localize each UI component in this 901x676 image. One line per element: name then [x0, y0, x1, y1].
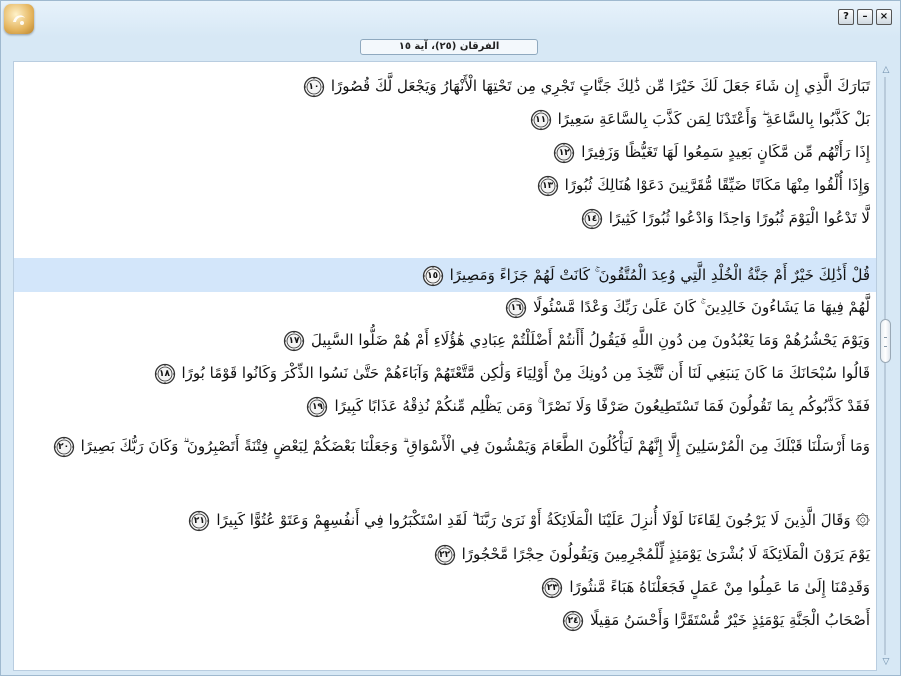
verse-text: إِذَا رَأَتْهُم مِّن مَّكَانٍ بَعِيدٍ سَمِعُوا لَهَا تَغَيُّظًا وَزَفِيرًا — [581, 143, 870, 161]
verse-number: ١٥ — [427, 270, 439, 281]
verse-text: يَوْمَ يَرَوْنَ الْمَلَائِكَةَ لَا بُشْرَىٰ يَوْمَئِذٍ لِّلْمُجْرِمِينَ وَيَقُولُونَ حِجْرًا مَّحْجُورًا — [461, 545, 870, 563]
verse-number-icon — [422, 265, 444, 287]
verse-number: ١١ — [535, 114, 547, 125]
verse-row[interactable] — [14, 324, 876, 356]
verse-number: ٢٠ — [58, 441, 70, 452]
verse-text: بَلْ كَذَّبُوا بِالسَّاعَةِ ۖ وَأَعْتَدْنَا لِمَن كَذَّبَ بِالسَّاعَةِ سَعِيرًا — [557, 110, 870, 128]
verse-number-icon — [541, 577, 563, 599]
verse-number-icon — [53, 436, 75, 458]
verse-number: ١٧ — [288, 335, 300, 346]
verse-row[interactable] — [14, 291, 876, 323]
verse-text: فَقَدْ كَذَّبُوكُم بِمَا تَقُولُونَ فَمَا تَسْتَطِيعُونَ صَرْفًا وَلَا نَصْرًا ۚ وَمَن يَظْلِم مِّنكُمْ نُذِقْهُ عَذَابًا كَبِيرًا — [334, 397, 870, 415]
verse-number: ٢٢ — [439, 549, 451, 560]
verse-text: وَمَا أَرْسَلْنَا قَبْلَكَ مِنَ الْمُرْسَلِينَ إِلَّا إِنَّهُمْ لَيَأْكُلُونَ الطَّعَامَ وَيَمْشُونَ فِي الْأَسْوَاقِ ۗ وَجَعَلْنَا بَعْضَكُمْ لِبَعْضٍ فِتْنَةً أَتَصْبِرُونَ ۗ وَكَانَ رَبُّكَ بَصِيرًا — [80, 437, 870, 455]
verse-number: ٢٣ — [546, 582, 558, 593]
verse-list[interactable] — [13, 61, 877, 671]
verse-row[interactable] — [14, 136, 876, 168]
verse-text: تَبَارَكَ الَّذِي إِن شَاءَ جَعَلَ لَكَ خَيْرًا مِّن ذَٰلِكَ جَنَّاتٍ تَجْرِي مِن تَحْتِهَا الْأَنْهَارُ وَيَجْعَل لَّكَ قُصُورًا — [330, 77, 870, 95]
scroll-down-icon[interactable]: ▽ — [882, 657, 890, 667]
verse-number: ١٢ — [558, 147, 570, 158]
verse-number: ١٦ — [510, 302, 522, 313]
window-controls — [838, 9, 892, 25]
verse-number-icon — [283, 330, 305, 352]
verse-row[interactable] — [14, 202, 876, 234]
verse-number-icon — [537, 175, 559, 197]
app-logo-icon[interactable] — [4, 4, 34, 34]
vertical-scrollbar[interactable] — [879, 61, 893, 671]
help-button[interactable]: ? — [838, 9, 854, 25]
verse-text: قُلْ أَذَٰلِكَ خَيْرٌ أَمْ جَنَّةُ الْخُلْدِ الَّتِي وُعِدَ الْمُتَّقُونَ ۚ كَانَتْ لَهُمْ جَزَاءً وَمَصِيرًا — [449, 266, 870, 284]
verse-number-icon — [505, 297, 527, 319]
verse-number-icon — [434, 544, 456, 566]
verse-text: ۞ وَقَالَ الَّذِينَ لَا يَرْجُونَ لِقَاءَنَا لَوْلَا أُنزِلَ عَلَيْنَا الْمَلَائِكَةُ أَوْ نَرَىٰ رَبَّنَا ۗ لَقَدِ اسْتَكْبَرُوا فِي أَنفُسِهِمْ وَعَتَوْ عُتُوًّا كَبِيرًا — [216, 511, 870, 529]
verse-number-icon — [306, 396, 328, 418]
verse-number: ١٨ — [159, 368, 171, 379]
verse-row[interactable] — [14, 538, 876, 570]
verse-text: لَّهُمْ فِيهَا مَا يَشَاءُونَ خَالِدِينَ ۚ كَانَ عَلَىٰ رَبِّكَ وَعْدًا مَّسْئُولًا — [533, 298, 870, 316]
verse-text: أَصْحَابُ الْجَنَّةِ يَوْمَئِذٍ خَيْرٌ مُّسْتَقَرًّا وَأَحْسَنُ مَقِيلًا — [590, 611, 870, 629]
verse-number-icon — [530, 109, 552, 131]
verse-row[interactable] — [14, 169, 876, 201]
verse-number: ٢٤ — [567, 615, 579, 626]
verse-row[interactable] — [14, 504, 876, 536]
verse-row[interactable] — [14, 571, 876, 603]
verse-number-icon — [562, 610, 584, 632]
verse-text: وَيَوْمَ يَحْشُرُهُمْ وَمَا يَعْبُدُونَ مِن دُونِ اللَّهِ فَيَقُولُ أَأَنتُمْ أَضْلَلْتُمْ عِبَادِي هَٰؤُلَاءِ أَمْ هُمْ ضَلُّوا السَّبِيلَ — [311, 331, 870, 349]
verse-row[interactable] — [14, 390, 876, 422]
verse-row[interactable] — [14, 258, 876, 292]
verse-text: لَّا تَدْعُوا الْيَوْمَ ثُبُورًا وَاحِدًا وَادْعُوا ثُبُورًا كَثِيرًا — [608, 209, 870, 227]
verse-number: ٢١ — [193, 515, 205, 526]
verse-number: ١٣ — [542, 180, 554, 191]
verse-number-icon — [581, 208, 603, 230]
verse-text: وَقَدِمْنَا إِلَىٰ مَا عَمِلُوا مِنْ عَمَلٍ فَجَعَلْنَاهُ هَبَاءً مَّنثُورًا — [569, 578, 870, 596]
verse-text: وَإِذَا أُلْقُوا مِنْهَا مَكَانًا ضَيِّقًا مُّقَرَّنِينَ دَعَوْا هُنَالِكَ ثُبُورًا — [564, 176, 870, 194]
verse-number: ١٩ — [311, 401, 323, 412]
scroll-up-icon[interactable]: △ — [882, 65, 890, 75]
verse-row[interactable] — [14, 70, 876, 102]
verse-number-icon — [188, 510, 210, 532]
verse-number-icon — [303, 76, 325, 98]
location-indicator: الفرقان (٢٥)، آية ١٥ — [360, 39, 538, 55]
close-button[interactable]: × — [876, 9, 892, 25]
scroll-track[interactable] — [884, 77, 886, 655]
verse-row[interactable] — [14, 103, 876, 135]
verse-number-icon — [154, 363, 176, 385]
verse-number: ١٤ — [586, 213, 598, 224]
verse-row[interactable] — [14, 357, 876, 389]
verse-row[interactable] — [14, 430, 876, 462]
verse-number: ١٠ — [308, 81, 320, 92]
verse-text: قَالُوا سُبْحَانَكَ مَا كَانَ يَنبَغِي لَنَا أَن نَّتَّخِذَ مِن دُونِكَ مِنْ أَوْلِيَاءَ وَلَٰكِن مَّتَّعْتَهُمْ وَآبَاءَهُمْ حَتَّىٰ نَسُوا الذِّكْرَ وَكَانُوا قَوْمًا بُورًا — [181, 364, 870, 382]
verse-number-icon — [553, 142, 575, 164]
verse-row[interactable] — [14, 604, 876, 636]
scroll-thumb[interactable] — [880, 319, 891, 363]
minimize-button[interactable]: – — [857, 9, 873, 25]
